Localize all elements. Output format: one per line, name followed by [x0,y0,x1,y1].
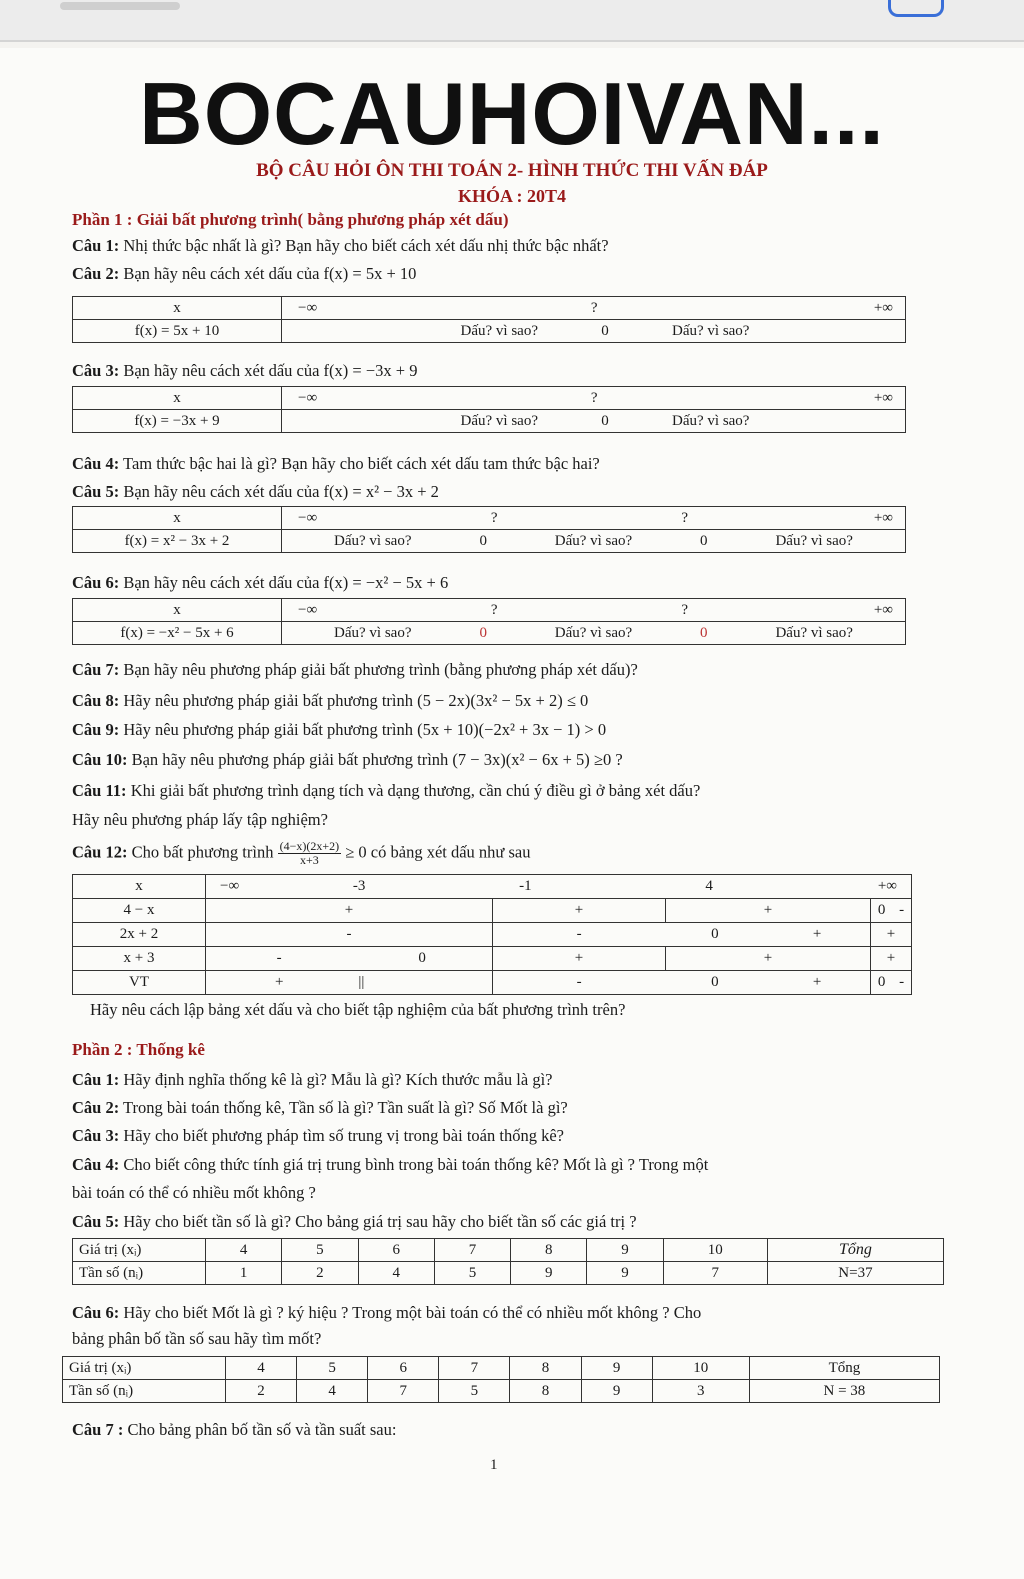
cell-value: -3 [352,878,366,894]
table-cell: Dấu? vì sao? [282,320,545,343]
table-cell: 7 [439,1357,510,1380]
brand-title: BOCAUHOIVAN... [139,64,885,163]
table-cell: Dấu? vì sao? [503,530,684,553]
p1-question-12 [72,840,531,867]
table-cell: 4 [358,1262,434,1285]
table-cell: 7 [663,1262,767,1285]
table-cell: + [206,971,353,995]
table-cell: f(x) = −3x + 9 [73,410,282,433]
table-cell: 10 [663,1239,767,1262]
sign-table-q2 [72,296,906,343]
p1-question-11-cont: Hãy nêu phương pháp lấy tập nghiệm? [72,810,328,829]
row-label: VT [73,971,206,995]
question-label: Câu 4: [72,454,120,473]
course-label: KHÓA : 20T4 [457,186,566,206]
sign-table-q6 [72,598,906,645]
question-text: Hãy cho biết tần số là gì? Cho bảng giá trị sau hãy cho biết tần số các giá trị ? [123,1212,637,1231]
table-cell: x [73,599,282,622]
table-cell: 5 [434,1262,510,1285]
status-bar-left [60,2,180,10]
table-cell: 2 [282,1262,358,1285]
table-cell [282,599,906,622]
question-text: Khi giải bất phương trình dạng tích và dạng thương, cần chú ý điều gì ở bảng xét dấu? [130,781,701,800]
table-cell: 0 [464,622,503,645]
sign-table-q12 [72,874,912,995]
table-cell: + [764,923,870,947]
table-row [63,1380,940,1403]
table-cell: 0 [871,899,893,923]
table-cell: 3 [652,1380,749,1403]
table-cell: Dấu? vì sao? [282,530,464,553]
p2-question-3 [72,1126,564,1146]
p2-question-4-cont: bài toán có thể có nhiều mốt không ? [72,1183,316,1202]
table-cell: 5 [439,1380,510,1403]
part1-heading: Phần 1 : Giải bất phương trình( bằng phương pháp xét dấu) [72,210,509,229]
table-cell: 0 [684,530,723,553]
frequency-table-q5 [72,1238,944,1285]
p2-question-1 [72,1070,552,1090]
table-cell: Giá trị (xᵢ) [73,1239,206,1262]
table-cell: 0 [544,410,666,433]
part2-heading: Phần 2 : Thống kê [72,1040,205,1059]
question-label: Câu 12: [72,842,128,862]
question-label: Câu 5: [72,1212,120,1231]
table-cell: 4 [206,1239,282,1262]
question-label: Câu 11: [72,781,127,800]
table-row [73,923,912,947]
p2-question-7 [72,1420,396,1440]
table-cell: - [206,923,493,947]
question-label: Câu 6: [72,573,120,592]
table-cell [282,507,906,530]
table-cell: 0 [544,320,666,343]
question-text: Bạn hãy nêu cách xét dấu của f(x) = −x² − 5x + 6 [123,573,449,592]
table-cell: 1 [206,1262,282,1285]
table-row [63,1357,940,1380]
tab-indicator-icon [888,0,944,17]
p1-question-7 [72,660,638,680]
question-text: Cho bất phương trình [131,842,274,862]
table-cell: f(x) = −x² − 5x + 6 [73,622,282,645]
table-cell: 2 [226,1380,297,1403]
sign-table-q3 [72,386,906,433]
p2-question-2 [72,1098,568,1118]
table-cell: Dấu? vì sao? [666,410,906,433]
question-label: Câu 2: [72,1098,120,1117]
cell-value: ? [681,509,688,526]
table-cell: 9 [581,1357,652,1380]
table-cell: Giá trị (xᵢ) [63,1357,226,1380]
table-cell: f(x) = x² − 3x + 2 [73,530,282,553]
table-row [73,1262,944,1285]
table-cell: 4 [297,1380,368,1403]
table-cell: f(x) = 5x + 10 [73,320,282,343]
cell-value: +∞ [873,299,893,316]
table-cell: 9 [581,1380,652,1403]
question-label: Câu 4: [72,1155,120,1174]
p1-question-10 [72,750,623,770]
p1-question-6 [72,573,448,593]
table-cell: - [492,923,665,947]
cell-value: −∞ [298,389,318,406]
p1-question-4 [72,454,600,474]
browser-top-bar [0,0,1024,42]
cell-value: +∞ [873,389,893,406]
table-cell: - [492,971,665,995]
table-cell: 5 [282,1239,358,1262]
cell-value: −∞ [298,601,318,618]
p2-question-6-cont: bảng phân bố tần số sau hãy tìm mốt? [72,1329,322,1348]
table-cell: + [871,923,912,947]
cell-value: −∞ [220,878,240,894]
table-cell: 0 [684,622,723,645]
question-label: Câu 2: [72,264,120,283]
question-text: Tam thức bậc hai là gì? Bạn hãy cho biết cách xét dấu tam thức bậc hai? [123,454,600,473]
question-text: Bạn hãy nêu phương pháp giải bất phương trình (bằng phương pháp xét dấu)? [123,660,638,679]
table-row [73,1239,944,1262]
table-row [73,947,912,971]
question-label: Câu 9: [72,720,120,739]
question-label: Câu 3: [72,361,120,380]
table-cell: 0 [871,971,893,995]
table-cell [282,297,906,320]
row-label: 4 − x [73,899,206,923]
p1-question-12-followup: Hãy nêu cách lập bảng xét dấu và cho biết tập nghiệm của bất phương trình trên? [90,1000,626,1019]
table-cell: 7 [368,1380,439,1403]
cell-value: ? [590,389,598,406]
table-cell: + [492,899,665,923]
question-label: Câu 6: [72,1303,120,1322]
question-label: Câu 1: [72,236,120,255]
p1-question-2 [72,264,416,284]
table-cell: Dấu? vì sao? [282,410,545,433]
frequency-table-q6 [62,1356,940,1403]
table-cell: 8 [511,1239,587,1262]
table-cell: Tần số (nᵢ) [63,1380,226,1403]
question-text: Bạn hãy nêu cách xét dấu của f(x) = 5x + 10 [123,264,417,283]
p1-question-9 [72,720,606,740]
cell-value: ? [681,601,688,618]
table-cell: + [665,899,870,923]
cell-value: +∞ [873,601,893,618]
cell-value: ? [490,601,498,618]
fraction-numerator: (4−x)(2x+2) [279,839,340,853]
question-text: Hãy nêu phương pháp giải bất phương trình (5 − 2x)(3x² − 5x + 2) ≤ 0 [123,691,589,710]
cell-value: ? [590,299,598,316]
question-text: Hãy định nghĩa thống kê là gì? Mẫu là gì? Kích thước mẫu là gì? [123,1070,553,1089]
table-cell: 7 [434,1239,510,1262]
table-cell: 5 [297,1357,368,1380]
table-cell: 9 [511,1262,587,1285]
p1-question-8 [72,691,588,711]
table-cell: 8 [510,1380,581,1403]
row-label: x + 3 [73,947,206,971]
question-text: Hãy cho biết phương pháp tìm số trung vị trong bài toán thống kê? [123,1126,564,1145]
table-row [73,899,912,923]
table-cell: 0 [352,947,492,971]
question-label: Câu 5: [72,482,120,501]
table-cell: Dấu? vì sao? [503,622,684,645]
cell-value: ? [490,509,498,526]
p1-question-3 [72,361,417,381]
cell-value: +∞ [877,878,897,894]
p2-question-4 [72,1155,708,1175]
table-cell: + [492,947,665,971]
table-cell: 9 [587,1239,663,1262]
sign-table-q5 [72,506,906,553]
cell-value: -1 [519,878,532,894]
table-cell: Dấu? vì sao? [282,622,464,645]
row-label: 2x + 2 [73,923,206,947]
question-text: Cho bảng phân bố tần số và tần suất sau: [127,1420,397,1439]
table-cell: 6 [358,1239,434,1262]
p1-question-11 [72,781,700,801]
table-cell [282,387,906,410]
table-cell: 9 [587,1262,663,1285]
table-cell: 10 [652,1357,749,1380]
p1-question-5 [72,482,439,502]
page-number: 1 [490,1457,498,1473]
question-text: Hãy cho biết Mốt là gì ? ký hiệu ? Trong một bài toán có thể có nhiều mốt không ? Cho [123,1303,702,1322]
table-cell: 0 [464,530,503,553]
question-text: Bạn hãy nêu phương pháp giải bất phương trình (7 − 3x)(x² − 6x + 5) ≥0 ? [131,750,623,769]
table-cell: x [73,507,282,530]
table-cell: + [665,947,870,971]
table-cell: + [871,947,912,971]
table-cell: Dấu? vì sao? [666,320,906,343]
table-cell: + [764,971,870,995]
cell-value: −∞ [298,509,318,526]
question-label: Câu 7 : [72,1420,124,1439]
question-label: Câu 3: [72,1126,120,1145]
table-cell: + [206,899,493,923]
question-text: Nhị thức bậc nhất là gì? Bạn hãy cho biết cách xét dấu nhị thức bậc nhất? [123,236,609,255]
table-cell: - [206,947,353,971]
table-cell: 4 [226,1357,297,1380]
question-text: Trong bài toán thống kê, Tần số là gì? Tần suất là gì? Số Mốt là gì? [123,1098,568,1117]
p1-question-1 [72,236,609,256]
table-cell: 0 [665,923,764,947]
table-cell: x [73,875,206,899]
document-title: BỘ CÂU HỎI ÔN THI TOÁN 2- HÌNH THỨC THI VẤN ĐÁP [256,160,768,181]
fraction [278,840,342,867]
table-cell: Dấu? vì sao? [723,622,905,645]
question-text: ≥ 0 có bảng xét dấu như sau [345,842,531,862]
question-label: Câu 10: [72,750,128,769]
table-cell: || [352,971,492,995]
table-cell: Tần số (nᵢ) [73,1262,206,1285]
table-cell: x [73,297,282,320]
table-row [73,971,912,995]
question-label: Câu 8: [72,691,120,710]
question-text: Hãy nêu phương pháp giải bất phương trình (5x + 10)(−2x² + 3x − 1) > 0 [123,720,607,739]
table-cell: N=37 [767,1262,943,1285]
fraction-denominator: x+3 [299,853,319,867]
p2-question-6 [72,1303,701,1323]
question-text: Cho biết công thức tính giá trị trung bình trong bài toán thống kê? Mốt là gì ? Trong một [123,1155,709,1174]
table-cell: - [892,971,911,995]
cell-value: +∞ [873,509,893,526]
question-label: Câu 7: [72,660,120,679]
cell-value: 4 [705,878,713,894]
cell-value: −∞ [298,299,318,316]
table-cell: Dấu? vì sao? [723,530,905,553]
table-cell: 8 [510,1357,581,1380]
question-label: Câu 1: [72,1070,120,1089]
table-cell: 6 [368,1357,439,1380]
table-cell: - [892,899,911,923]
table-cell: N = 38 [749,1380,939,1403]
question-text: Bạn hãy nêu cách xét dấu của f(x) = −3x + 9 [123,361,418,380]
table-cell: Tổng [767,1239,943,1262]
table-cell: 0 [665,971,764,995]
table-cell: Tổng [749,1357,939,1380]
table-cell: x [73,387,282,410]
table-cell [206,875,912,899]
question-text: Bạn hãy nêu cách xét dấu của f(x) = x² − 3x + 2 [123,482,439,501]
p2-question-5 [72,1212,637,1232]
